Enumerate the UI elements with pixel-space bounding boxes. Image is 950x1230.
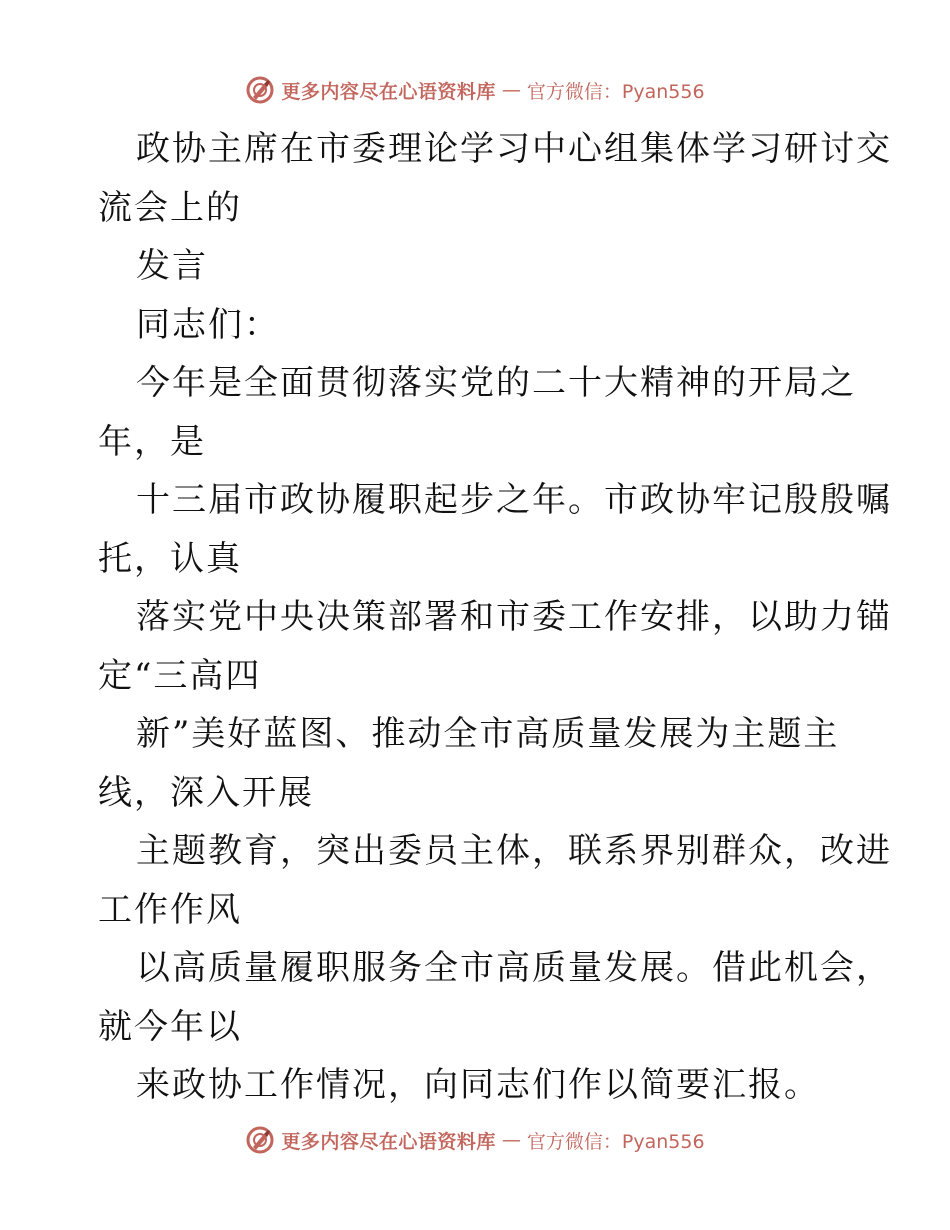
text-line: 同志们： (136, 304, 280, 345)
document-body (98, 120, 892, 1115)
text-line: 新”美好蓝图、推动全市高质量发展为主题主 (136, 714, 840, 754)
pen-logo-icon (245, 75, 275, 105)
text-line: 来政协工作情况，向同志们作以简要汇报。 (136, 1065, 820, 1105)
text-line: 落实党中央决策部署和市委工作安排，以助力锚 (136, 597, 892, 637)
text-line: 定“三高四 (98, 655, 262, 696)
watermark-separator: — (501, 1129, 521, 1151)
text-line: 发言 (136, 246, 208, 286)
watermark-text: 更多内容尽在心语资料库 (281, 80, 496, 103)
watermark-text: 更多内容尽在心语资料库 (281, 1130, 496, 1153)
text-line: 线，深入开展 (98, 772, 314, 813)
watermark-contact: 官方微信：Pyan556 (526, 80, 705, 103)
text-line: 工作作风 (98, 889, 242, 930)
text-line: 以高质量履职服务全市高质量发展。借此机会， (136, 948, 892, 988)
text-line: 十三届市政协履职起步之年。市政协牢记殷殷嘱 (136, 480, 892, 520)
text-line: 主题教育，突出委员主体，联系界别群众，改进 (136, 831, 892, 871)
text-line: 托，认真 (98, 538, 242, 579)
text-line: 流会上的 (98, 187, 242, 228)
watermark-contact: 官方微信：Pyan556 (526, 1130, 705, 1153)
pen-logo-icon (245, 1125, 275, 1155)
text-line: 年，是 (98, 421, 206, 462)
footer-watermark (0, 1120, 950, 1160)
text-line: 就今年以 (98, 1006, 242, 1047)
header-watermark (0, 70, 950, 110)
text-line: 今年是全面贯彻落实党的二十大精神的开局之 (136, 363, 856, 403)
text-line: 政协主席在市委理论学习中心组集体学习研讨交 (136, 129, 892, 169)
watermark-separator: — (501, 79, 521, 101)
